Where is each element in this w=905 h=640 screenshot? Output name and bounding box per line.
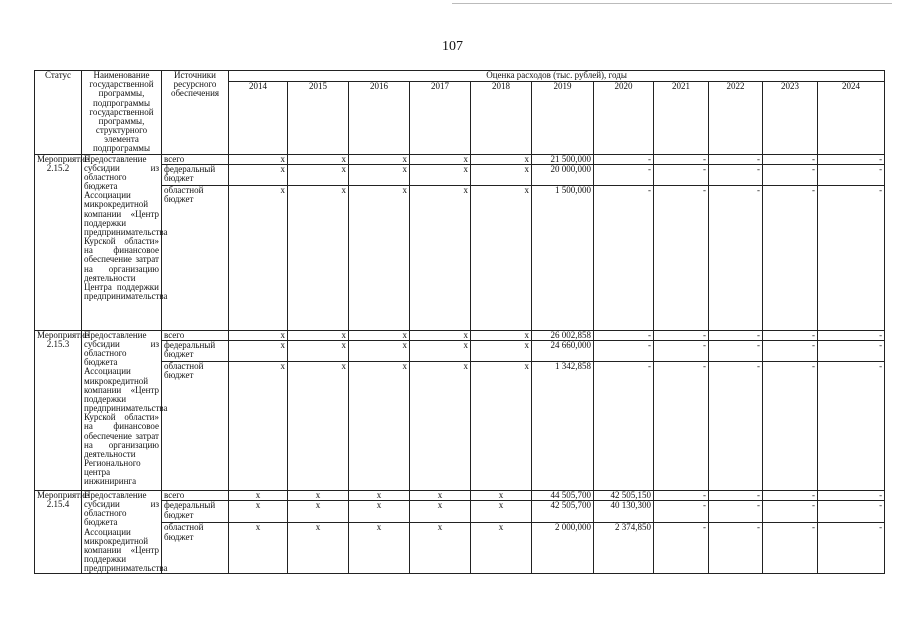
- measure-status: Мероприятие 2.15.4: [35, 490, 82, 574]
- value-cell: -: [763, 330, 818, 340]
- value-cell: x: [229, 340, 288, 361]
- value-cell: x: [410, 361, 471, 490]
- value-cell: x: [229, 154, 288, 164]
- value-cell: x: [349, 154, 410, 164]
- value-cell: -: [594, 185, 654, 330]
- header-estimate: Оценка расходов (тыс. рублей), годы: [229, 71, 885, 82]
- value-cell: -: [594, 361, 654, 490]
- header-year: 2022: [709, 82, 763, 154]
- value-cell: x: [349, 523, 410, 574]
- value-cell: -: [763, 490, 818, 501]
- funding-source: федеральный бюджет: [162, 340, 229, 361]
- header-year: 2021: [654, 82, 709, 154]
- value-cell: x: [229, 490, 288, 501]
- value-cell: 20 000,000: [532, 164, 594, 185]
- value-cell: -: [709, 330, 763, 340]
- value-cell: -: [818, 523, 885, 574]
- value-cell: -: [818, 490, 885, 501]
- value-cell: x: [288, 490, 349, 501]
- value-cell: -: [818, 340, 885, 361]
- header-status: Статус: [35, 71, 82, 155]
- value-cell: x: [471, 523, 532, 574]
- value-cell: x: [349, 361, 410, 490]
- value-cell: x: [229, 164, 288, 185]
- value-cell: -: [763, 501, 818, 523]
- value-cell: x: [288, 154, 349, 164]
- value-cell: x: [410, 340, 471, 361]
- funding-source: всего: [162, 154, 229, 164]
- value-cell: -: [594, 164, 654, 185]
- value-cell: x: [410, 185, 471, 330]
- funding-source: федеральный бюджет: [162, 501, 229, 523]
- table-row: [35, 490, 885, 501]
- value-cell: -: [654, 154, 709, 164]
- value-cell: x: [471, 330, 532, 340]
- value-cell: x: [349, 164, 410, 185]
- value-cell: -: [709, 185, 763, 330]
- measure-name: Предоставление субсидии из областного бюджета Ассоциации микрокредитной компании «Центр поддержки предпринимательства Курской области» на финансовое обеспечение затрат на организацию деятельности Центра поддержки предпринимательства: [82, 154, 162, 330]
- funding-source: федеральный бюджет: [162, 164, 229, 185]
- value-cell: -: [654, 185, 709, 330]
- measure-status: Мероприятие 2.15.3: [35, 330, 82, 490]
- value-cell: -: [709, 501, 763, 523]
- value-cell: -: [654, 490, 709, 501]
- funding-source: всего: [162, 330, 229, 340]
- table-row: [35, 185, 885, 330]
- header-year: 2018: [471, 82, 532, 154]
- value-cell: x: [349, 330, 410, 340]
- value-cell: -: [818, 185, 885, 330]
- header-year: 2019: [532, 82, 594, 154]
- value-cell: x: [471, 490, 532, 501]
- value-cell: x: [471, 164, 532, 185]
- header-year: 2016: [349, 82, 410, 154]
- value-cell: x: [349, 501, 410, 523]
- value-cell: -: [818, 501, 885, 523]
- value-cell: -: [654, 501, 709, 523]
- value-cell: 2 374,850: [594, 523, 654, 574]
- value-cell: x: [288, 330, 349, 340]
- table-row: [35, 330, 885, 340]
- header-year: 2024: [818, 82, 885, 154]
- value-cell: 40 130,300: [594, 501, 654, 523]
- value-cell: -: [594, 340, 654, 361]
- value-cell: 1 342,858: [532, 361, 594, 490]
- value-cell: -: [709, 523, 763, 574]
- value-cell: -: [709, 340, 763, 361]
- table-row: [35, 154, 885, 164]
- value-cell: 42 505,700: [532, 501, 594, 523]
- value-cell: x: [229, 185, 288, 330]
- value-cell: x: [410, 330, 471, 340]
- table-row: [35, 501, 885, 523]
- measure-name: Предоставление субсидии из областного бюджета Ассоциации микрокредитной компании «Центр поддержки предпринимательства: [82, 490, 162, 574]
- value-cell: x: [349, 490, 410, 501]
- value-cell: 2 000,000: [532, 523, 594, 574]
- header-sources: Источники ресурсного обеспечения: [162, 71, 229, 155]
- funding-source: всего: [162, 490, 229, 501]
- value-cell: -: [654, 340, 709, 361]
- value-cell: x: [288, 164, 349, 185]
- header-year: 2023: [763, 82, 818, 154]
- value-cell: -: [818, 361, 885, 490]
- header-year: 2017: [410, 82, 471, 154]
- value-cell: x: [471, 340, 532, 361]
- value-cell: 44 505,700: [532, 490, 594, 501]
- value-cell: -: [818, 164, 885, 185]
- value-cell: x: [410, 154, 471, 164]
- value-cell: -: [654, 361, 709, 490]
- header-name: Наименование государственной программы, подпрограммы государственной программы, структурного элемента подпрограммы: [82, 71, 162, 155]
- value-cell: -: [654, 523, 709, 574]
- top-edge-rule: [452, 3, 892, 4]
- value-cell: -: [763, 523, 818, 574]
- value-cell: -: [654, 330, 709, 340]
- value-cell: x: [349, 340, 410, 361]
- value-cell: -: [763, 154, 818, 164]
- table-row: [35, 361, 885, 490]
- value-cell: -: [594, 154, 654, 164]
- value-cell: x: [410, 523, 471, 574]
- value-cell: x: [349, 185, 410, 330]
- budget-table: [34, 70, 885, 574]
- value-cell: x: [471, 185, 532, 330]
- value-cell: -: [594, 330, 654, 340]
- value-cell: x: [471, 501, 532, 523]
- value-cell: -: [709, 490, 763, 501]
- table-row: [35, 164, 885, 185]
- value-cell: x: [229, 501, 288, 523]
- value-cell: x: [288, 340, 349, 361]
- value-cell: x: [229, 361, 288, 490]
- value-cell: x: [410, 164, 471, 185]
- value-cell: x: [288, 501, 349, 523]
- value-cell: x: [288, 361, 349, 490]
- table-row: [35, 340, 885, 361]
- value-cell: x: [471, 361, 532, 490]
- value-cell: x: [410, 501, 471, 523]
- value-cell: x: [229, 330, 288, 340]
- value-cell: -: [709, 154, 763, 164]
- value-cell: x: [288, 185, 349, 330]
- header-year: 2014: [229, 82, 288, 154]
- value-cell: 24 660,000: [532, 340, 594, 361]
- funding-source: областной бюджет: [162, 361, 229, 490]
- value-cell: -: [654, 164, 709, 185]
- value-cell: -: [763, 340, 818, 361]
- value-cell: -: [709, 361, 763, 490]
- measure-status: Мероприятие 2.15.2: [35, 154, 82, 330]
- value-cell: -: [763, 185, 818, 330]
- funding-source: областной бюджет: [162, 523, 229, 574]
- page-number: 107: [442, 39, 463, 54]
- value-cell: x: [410, 490, 471, 501]
- value-cell: 1 500,000: [532, 185, 594, 330]
- value-cell: x: [471, 154, 532, 164]
- value-cell: -: [818, 154, 885, 164]
- value-cell: -: [763, 361, 818, 490]
- value-cell: -: [709, 164, 763, 185]
- value-cell: -: [818, 330, 885, 340]
- value-cell: 26 002,858: [532, 330, 594, 340]
- header-year: 2020: [594, 82, 654, 154]
- funding-source: областной бюджет: [162, 185, 229, 330]
- header-year: 2015: [288, 82, 349, 154]
- value-cell: 42 505,150: [594, 490, 654, 501]
- value-cell: 21 500,000: [532, 154, 594, 164]
- value-cell: x: [288, 523, 349, 574]
- value-cell: x: [229, 523, 288, 574]
- value-cell: -: [763, 164, 818, 185]
- measure-name: Предоставление субсидии из областного бюджета Ассоциации микрокредитной компании «Центр поддержки предпринимательства Курской области» на финансовое обеспечение затрат на организацию деятельности Регионального центра инжиниринга: [82, 330, 162, 490]
